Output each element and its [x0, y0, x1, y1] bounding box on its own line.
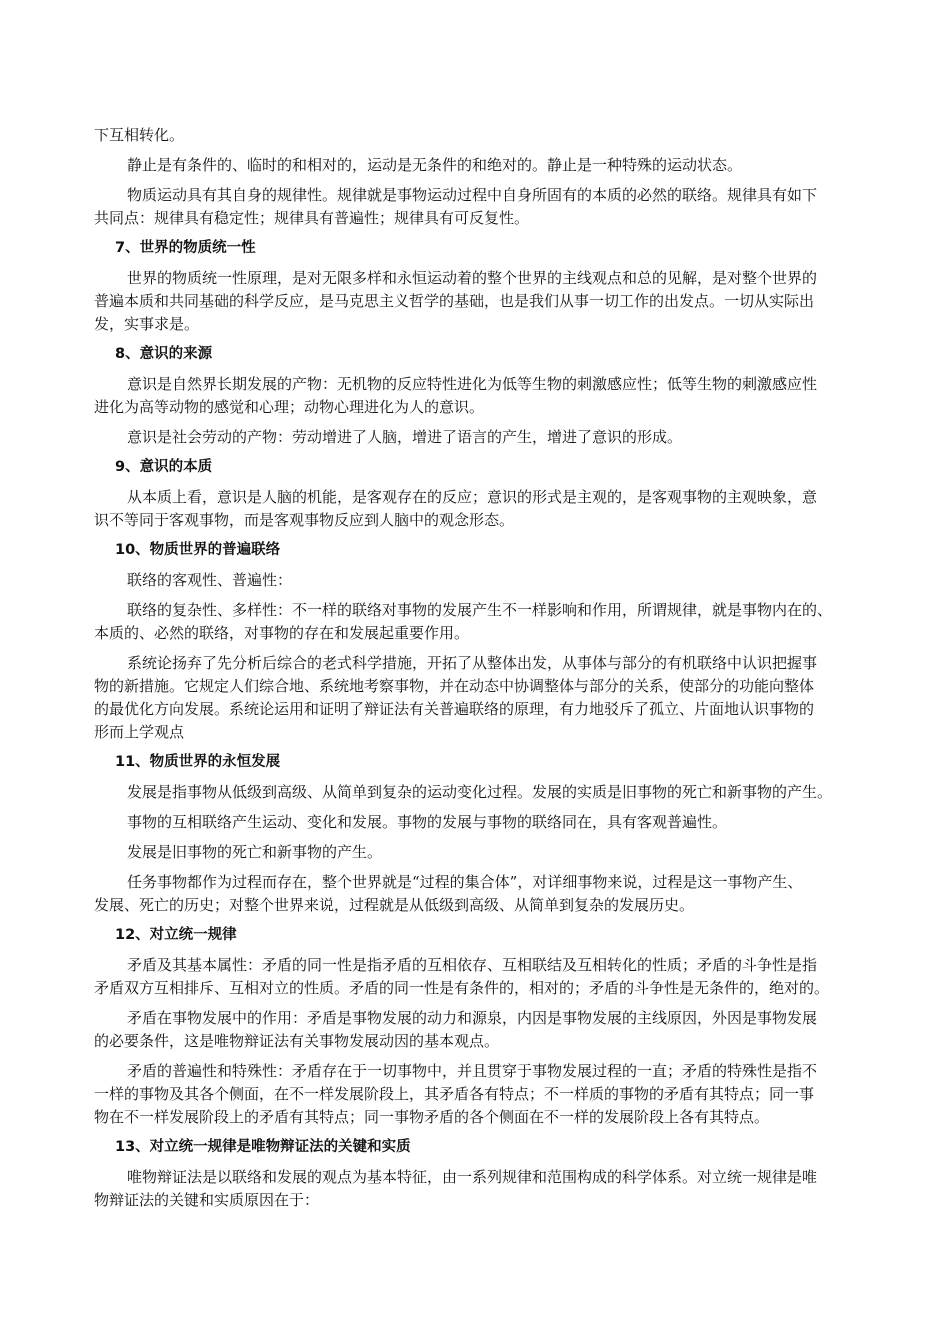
- text-line: 矛盾及其基本属性：矛盾的同一性是指矛盾的互相依存、互相联结及互相转化的性质；矛盾的斗争性是指: [127, 956, 818, 974]
- text-line: 的最优化方向发展。系统论运用和证明了辩证法有关普遍联络的原理，有力地驳斥了孤立、片面地认识事物的: [94, 700, 815, 718]
- text-line: 联络的客观性、普遍性：: [127, 571, 293, 589]
- section-heading: 13、对立统一规律是唯物辩证法的关键和实质: [115, 1139, 411, 1155]
- text-line: 物的新措施。它规定人们综合地、系统地考察事物，并在动态中协调整体与部分的关系，使部分的功能向整体: [94, 677, 815, 695]
- text-line: 发展、死亡的历史；对整个世界来说，过程就是从低级到高级、从简单到复杂的发展历史。: [94, 896, 695, 914]
- paragraph: [94, 652, 906, 744]
- text-line: 任务事物都作为过程而存在，整个世界就是“过程的集合体”，对详细事物来说，过程是这一事物产生、: [127, 873, 803, 891]
- section-heading: 12、对立统一规律: [115, 927, 237, 943]
- text-line: 进化为高等动物的感觉和心理；动物心理进化为人的意识。: [94, 398, 485, 416]
- paragraph: [94, 373, 906, 419]
- text-line: 发展是旧事物的死亡和新事物的产生。: [127, 843, 383, 861]
- section-heading: 10、物质世界的普遍联络: [115, 542, 281, 558]
- text-line: 本质的、必然的联络，对事物的存在和发展起重要作用。: [94, 624, 470, 642]
- text-line: 发展是指事物从低级到高级、从简单到复杂的运动变化过程。发展的实质是旧事物的死亡和新事物的产生。: [127, 783, 833, 801]
- paragraph: [94, 569, 906, 592]
- paragraph: [94, 124, 906, 147]
- text-line: 识不等同于客观事物，而是客观事物反应到人脑中的观念形态。: [94, 511, 515, 529]
- text-line: 普遍本质和共同基础的科学反应，是马克思主义哲学的基础，也是我们从事一切工作的出发点。一切从实际出: [94, 292, 815, 310]
- text-line: 的必要条件，这是唯物辩证法有关事物发展动因的基本观点。: [94, 1032, 500, 1050]
- document-body: [94, 124, 906, 1219]
- text-line: 唯物辩证法是以联络和发展的观点为基本特征，由一系列规律和范围构成的科学体系。对立统一规律是唯: [127, 1168, 818, 1186]
- text-line: 矛盾的普遍性和特殊性：矛盾存在于一切事物中，并且贯穿于事物发展过程的一直；矛盾的特殊性是指不: [127, 1062, 818, 1080]
- paragraph: [94, 781, 906, 804]
- text-line: 系统论扬弃了先分析后综合的老式科学措施，开拓了从整体出发，从事体与部分的有机联络中认识把握事: [127, 654, 818, 672]
- text-line: 意识是社会劳动的产物：劳动增进了人脑，增进了语言的产生，增进了意识的形成。: [127, 428, 683, 446]
- text-line: 一样的事物及其各个侧面，在不一样发展阶段上，其矛盾各有特点；不一样质的事物的矛盾有其特点；同一事: [94, 1085, 815, 1103]
- text-line: 意识是自然界长期发展的产物：无机物的反应特性进化为低等生物的刺激感应性；低等生物的刺激感应性: [127, 375, 818, 393]
- paragraph: [94, 154, 906, 177]
- text-line: 静止是有条件的、临时的和相对的，运动是无条件的和绝对的。静止是一种特殊的运动状态。: [127, 156, 743, 174]
- section-heading: 9、意识的本质: [115, 459, 213, 475]
- paragraph: [94, 811, 906, 834]
- text-line: 事物的互相联络产生运动、变化和发展。事物的发展与事物的联络同在，具有客观普遍性。: [127, 813, 728, 831]
- section-heading: 7、世界的物质统一性: [115, 240, 256, 256]
- text-line: 物在不一样发展阶段上的矛盾有其特点；同一事物矛盾的各个侧面在不一样的发展阶段上各有其特点。: [94, 1108, 770, 1126]
- paragraph: [94, 184, 906, 230]
- text-line: 矛盾双方互相排斥、互相对立的性质。矛盾的同一性是有条件的，相对的；矛盾的斗争性是无条件的，绝对的。: [94, 979, 830, 997]
- paragraph: [94, 486, 906, 532]
- text-line: 下互相转化。: [94, 126, 185, 144]
- text-line: 矛盾在事物发展中的作用：矛盾是事物发展的动力和源泉，内因是事物发展的主线原因，外因是事物发展: [127, 1009, 818, 1027]
- paragraph: [94, 1166, 906, 1212]
- text-line: 物质运动具有其自身的规律性。规律就是事物运动过程中自身所固有的本质的必然的联络。规律具有如下: [127, 186, 818, 204]
- text-line: 形而上学观点: [94, 723, 185, 741]
- paragraph: [94, 267, 906, 336]
- paragraph: [94, 841, 906, 864]
- paragraph: [94, 871, 906, 917]
- text-line: 联络的复杂性、多样性：不一样的联络对事物的发展产生不一样影响和作用，所谓规律，就是事物内在的、: [127, 601, 833, 619]
- section-heading: 11、物质世界的永恒发展: [115, 754, 281, 770]
- text-line: 从本质上看，意识是人脑的机能，是客观存在的反应；意识的形式是主观的，是客观事物的主观映象，意: [127, 488, 818, 506]
- text-line: 物辩证法的关键和实质原因在于：: [94, 1191, 320, 1209]
- paragraph: [94, 954, 906, 1000]
- paragraph: [94, 599, 906, 645]
- paragraph: [94, 426, 906, 449]
- paragraph: [94, 1060, 906, 1129]
- text-line: 发，实事求是。: [94, 315, 200, 333]
- text-line: 共同点：规律具有稳定性；规律具有普遍性；规律具有可反复性。: [94, 209, 530, 227]
- text-line: 世界的物质统一性原理，是对无限多样和永恒运动着的整个世界的主线观点和总的见解，是对整个世界的: [127, 269, 818, 287]
- section-heading: 8、意识的来源: [115, 346, 213, 362]
- paragraph: [94, 1007, 906, 1053]
